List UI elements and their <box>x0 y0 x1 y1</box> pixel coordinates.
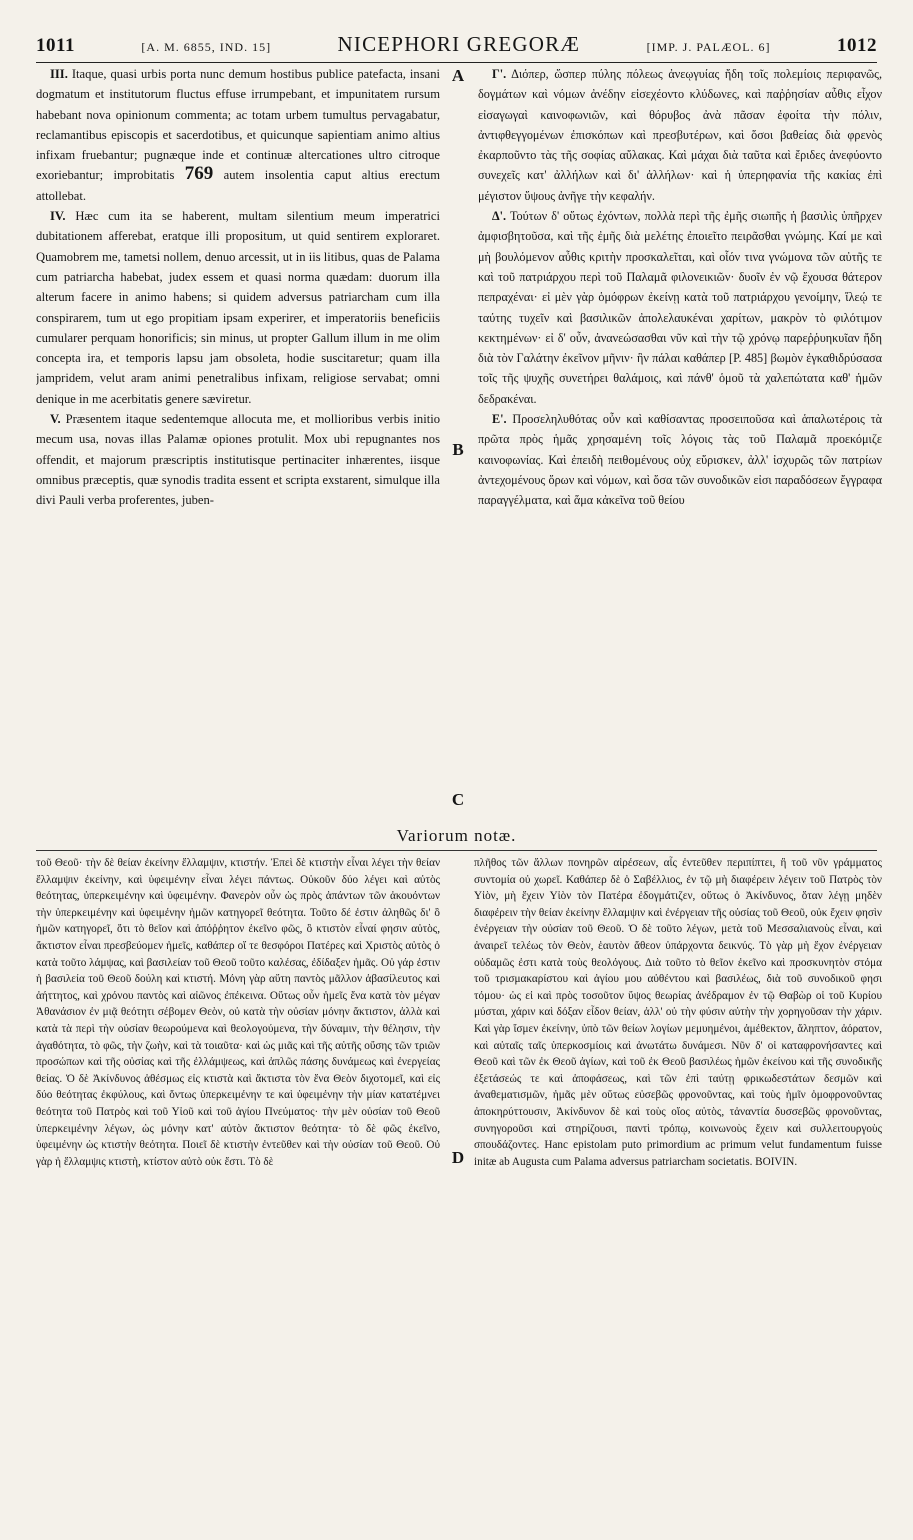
section-number: Ε'. <box>492 412 507 427</box>
greek-paragraph-3 <box>478 64 882 206</box>
latin-text: Hæc cum ita se haberent, multam silentium meum imperatrici dubitationem afferebat, eratque illi propositum, ut quid sentirem exploraret. Quamobrem me, tametsi nollem, denuo arcessit, ut in iis litibus, quas de Palama cum patriarcha habebat, judex essem et quasi norma quædam: duorum illa alterum facere in animo habens; si quidem adversus patriarcham cum illa conspirarem, tum ut ego propitiam ipsam experirer, et imperatoriis beneficiis cumularer perquam honorificis; sin minus, ut propter Gallum illum in me olim concepta ira, et temporis lapsu jam obsoleta, hodie suscitaretur; quam illa jampridem, velut aram animi penetralibus infixam, religiose servabat; omni denique in me acerbitatis genere sæviretur. <box>36 209 440 406</box>
page-header <box>36 32 877 63</box>
notes-heading: Variorum notæ. <box>396 826 517 845</box>
section-number: III. <box>50 67 68 81</box>
margin-letter-a: A <box>451 66 465 85</box>
latin-column <box>36 64 440 826</box>
latin-paragraph-4 <box>36 206 440 409</box>
margin-marker: 769 <box>184 163 214 185</box>
margin-letter-c: C <box>451 790 465 809</box>
greek-text: Προσεληλυθότας οὖν καὶ καθίσαντας προσειποῦσα καὶ ἁπαλωτέροις τὰ πρῶτα πρὸς ἡμᾶς χρησαμένη τοῖς λόγοις τὰς τοῦ Παλαμᾶ προεκόμιζε καινοφωνίας. Καὶ ἐπειδὴ πειθομένους οὐχ εὕρισκεν, ἀλλ' ἰσχυρῶς τῶν πατρίων ἀντεχομένους ὅρων καὶ νόμων, καὶ ὅσα τῶν συνοδικῶν εἰσι παραδόσεων ἔγγραφα παραγγέλματα, καὶ ἅμα κἀκεῖνα τοῦ θείου <box>478 412 882 508</box>
section-number: IV. <box>50 209 66 224</box>
note-text: πλῆθος τῶν ἄλλων πονηρῶν αἱρέσεων, αἷς ἐντεῦθεν περιπίπτει, ἢ τοῦ νῦν γράμματος συντομία οὐ χωρεῖ. Καθάπερ δὲ ὁ Σαβέλλιος, ἐν τῷ μὴ διαφέρειν λέγειν τοῦ Πατρὸς τὸν Υἱὸν, μὴ ἔχειν Υἱὸν τὸν Πατέρα ἐδογμάτιζεν, οὕτως ὁ Ἀκίνδυνος, ὅταν λέγῃ μηδὲν διαφέρειν τὴν θείαν ἐκείνην ἔλλαμψιν καὶ ἐνέργειαν τῆς οὐσίας τοῦ Θεοῦ, οὐκ ἔχειν φησὶν ἐνέργειαν τὴν οὐσίαν τοῦ Θεοῦ. Ὁ δὲ τοῦτο λέγων, μετὰ τοῦ Μεσσαλιανοὺς εἶναι, καὶ ἀναιρεῖ τελέως τὸν Θεὸν, ἑαυτὸν ἄθεον ὑπάρχοντα δεικνύς. Τὸ γὰρ μὴ ἔχον ἐνέργειαν οὐδαμῶς ἐστι κατὰ τοὺς θεολόγους. Διὰ τοῦτο τὸ θεῖον ἐκεῖνο καὶ προσκυνητὸν στόμα τοῦ τρισμακαρίστου καὶ ἁγίου μου αὐθέντου καὶ βασιλέως, διὰ τοῦ συνοδικοῦ φησι τόμου· ὡς εἰ καὶ πρὸς τοσοῦτον ὕψος θεωρίας ἀνέδραμον ἐν τῷ Θαβὼρ οἱ τοῦ Κυρίου μύσται, χάριν καὶ δόξαν εἶδον θείαν, ἀλλ' οὐ τὴν φύσιν αὐτὴν τὴν χορηγοῦσαν τὴν χάριν. Καὶ γὰρ ἴσμεν ἐκείνην, ὑπὸ τῶν θείων λογίων μεμυημένοι, ἀμέθεκτον, ἄληπτον, ἀόρατον, καὶ αὐταῖς ταῖς ὑπερκοσμίοις καὶ ἀνωτάτω δυνάμεσι. Νῦν δ' οἱ καταφρονήσαντες καὶ Θεοῦ καὶ τῶν ἐκ Θεοῦ ἁγίων, καὶ τοῦ ἐκ Θεοῦ βασιλέως ἡμῶν ἐκείνου καὶ τῆς συνοδικῆς ἐξετάσεώς τε καὶ ἀποφάσεως, καὶ τῶν ἐπὶ ταύτῃ φρικωδεστάτων δεσμῶν καὶ ἀναθεματισμῶν, ἡμᾶς μὲν οὕτως εὐσεβῶς φρονοῦντας, καὶ τοὺς ἡμῖν ὁμοφρονοῦντας ἀποκηρύττουσιν, Ἀκίνδυνον δὲ καὶ τοὺς οἵος αὐτὸς, τἀναντία δυσσεβῶς φρονοῦντας, συνηγοροῦσι καὶ στηρίζουσι, παντὶ τρόπῳ, κοινωνοὺς ἔχειν καὶ συλλειτουργοὺς σπουδάζοντες. Hanc epistolam puto primordium ac primum velut fundamentum fuisse initæ ab Augusta cum Palama adversus patriarcham societatis. BOIVIN. <box>474 857 882 1168</box>
greek-text: Τούτων δ' οὕτως ἐχόντων, πολλὰ περὶ τῆς ἐμῆς σιωπῆς ἡ βασιλὶς ὑπῆρχεν ἀμφισβητοῦσα, καὶ τῆς ἐμῆς διὰ μελέτης ἐποιεῖτο πειρᾶσθαι γνώμης. Καί με καὶ μὴ βουλόμενον αὖθις κριτὴν προσκαλεῖται, καὶ οἷόν τινα γνώμονα τῶν αὐτῆς τε καὶ τοῦ πατριάρχου περὶ τοῦ Παλαμᾶ φιλονεικιῶν· δυοῖν ἐν νῷ ἔχουσα θάτερον πεπραχέναι· εἰ μὲν γὰρ ὁμόφρων ἐκείνῃ κατὰ τοῦ πατριάρχου γενοίμην, ἵλεῴ τε ταύτης τυχεῖν καὶ βασιλικῶν ἀπολελαυκέναι χαρίτων, μακρὸν τὸ φιλότιμον κεκτημένων· εἰ δ' οὖν, ἀνανεώσασθαι νῦν καὶ τὴν τῷ χρόνῳ παρεῤῥυηκυῖαν ἤδη διὰ τὸν Γαλάτην ἐκεῖνον μῆνιν· ἣν πάλαι καθάπερ <box>478 209 882 366</box>
greek-paragraph-5 <box>478 409 882 510</box>
section-number: V. <box>50 412 61 427</box>
notes-left-column <box>36 855 440 1495</box>
notes-right-column <box>474 855 882 1495</box>
running-head-right: [IMP. J. PALÆOL. 6] <box>646 40 771 54</box>
margin-letter-d: D <box>451 1148 465 1167</box>
greek-column <box>478 64 882 826</box>
margin-letter-b: B <box>452 440 464 459</box>
greek-text: Διόπερ, ὥσπερ πύλης πόλεως ἀνεῳγυίας ἤδη τοῖς πολεμίοις περιφανῶς, δογμάτων καὶ νόμων ἀνέδην εἰσεχέοντο κλύδωνες, καὶ παῤῥησίαν αὖθις εἶχον εἰσαγωγαὶ καινοφωνιῶν, καὶ θόρυβος ἀνὰ πᾶσαν ἐφοίτα τὴν πόλιν, ἀντιφθεγγομένων ἐπισκόπων καὶ πρεσβυτέρων, καὶ ὅσοι βαθείας διὰ φρενὸς ἐκαρποῦντο τὰς τῆς σοφίας αὔλακας. Καὶ μάχαι διὰ ταῦτα καὶ ἔριδες ἀνεφύοντο συνεχεῖς κατ' ἀλλήλων καὶ δι' ἀλλήλων· καὶ ἡ ὑπερηφανία τῆς κακίας ἐπὶ μέγιστον ὕψους ἀνῆγε τὴν κεφαλήν. <box>478 67 882 203</box>
section-number: Δ'. <box>492 209 507 224</box>
page-number-right: 1012 <box>837 35 877 56</box>
greek-text: βωμὸν ἐγκαθιδρύσασα τοῖς τῆς ψυχῆς συνετήρει θαλάμοις, καὶ πάνθ' ὁμοῦ τὰ χαλεπώτατα καθ' ἡμῶν δεδρακέναι. <box>478 351 882 406</box>
latin-paragraph-5 <box>36 409 440 510</box>
page-reference: [P. 485] <box>729 351 768 366</box>
latin-paragraph-3 <box>36 64 440 206</box>
latin-text: autem insolentia caput altius erectum attollebat. <box>36 168 440 203</box>
section-number: Γ'. <box>492 67 507 81</box>
running-head-left: [A. M. 6855, IND. 15] <box>141 40 272 54</box>
latin-text: Præsentem itaque sedentemque allocuta me, et mollioribus verbis initio mecum usa, novas illas Palamæ opiones protulit. Mox ubi repugnantes nos offendit, et majorum præscriptis institutisque pertinaciter inhærentes, iisque omnibus præceptis, quæ synodis tradita essent et scripta exstarent, simulque illa divi Pauli verba proferentes, juben- <box>36 412 440 508</box>
note-text: τοῦ Θεοῦ· τὴν δὲ θείαν ἐκείνην ἔλλαμψιν, κτιστήν. Ἐπεὶ δὲ κτιστὴν εἶναι λέγει τὴν θείαν ἔλλαμψιν ἐκείνην, καὶ ὑφειμένην εἶναι λέγει πάντως. Οὐκοῦν δύο λέγει καὶ αὐτὸς θεότητας, ὑπερκειμένην καὶ ὑφειμένην. Φανερὸν οὖν ὡς πρὸς ἁπάντων τῶν ἀκουόντων τὴν ὑπερκειμένην καὶ ὑφειμένην ἡμῶν κατηγορεῖ θεότητα. Τοῦτο δέ ἐστιν ἀληθῶς δι' ὃ ἡμῶν κατηγορεῖ, ὅτι τὸ θεῖον καὶ ἀπόῤῥητον ἐκεῖνο φῶς, ὃ κτιστὸν εἶναί φησιν αὐτὸς, ἄκτιστον εἶναι πρεσβεύομεν ἡμεῖς, καθάπερ οἵ τε θεσφόροι Πατέρες καὶ Χριστὸς αὐτὸς ὁ κατὰ τοῦτο λάμψας, καὶ βασιλείαν τοῦ Θεοῦ τοῦτο καλέσας, ἐδίδαξεν ἡμᾶς. Οὐ γάρ ἐστιν ἡ βασιλεία τοῦ Θεοῦ δούλη καὶ κτιστή. Μόνη γὰρ αὕτη παντὸς μᾶλλον ἀβασίλευτος καὶ ἀήττητος, καὶ χρόνου παντὸς καὶ αἰῶνος ἐπέκεινα. Οὕτως οὖν ἡμεῖς ἕνα κατὰ τὸν μέγαν Ἀθανάσιον ἐν μιᾷ θεότητι σέβομεν Θεὸν, οὐ κατὰ τὴν οὐσίαν μόνην ἄκτιστον, ἀλλὰ καὶ κατὰ τὰ περὶ τὴν οὐσίαν θεωρούμενα καὶ θεολογούμενα, τὴν δύναμιν, τὴν θέλησιν, τὴν ἀγαθότητα, τὸ φῶς, τὴν ζωὴν, καὶ τὰ τοιαῦτα· καὶ ὡς μιᾶς καὶ τῆς αὐτῆς οὔσης τῶν τριῶν προσώπων καὶ τῆς οὐσίας καὶ τῆς ἐλλάμψεως, καὶ ἁπλῶς πάσης δυνάμεως καὶ ἐνεργείας θείας. Ὁ δὲ Ἀκίνδυνος ἀθέσμως εἰς κτιστὰ καὶ ἄκτιστα τὸν ἕνα Θεὸν διχοτομεῖ, καὶ εἰς δύο θεότητας ἐκφύλους, καὶ ὄντως ὑπερκειμένην τε καὶ ὑφειμένην τὴν μίαν κατατέμνει θεότητα τοῦ Πατρὸς καὶ τοῦ Υἱοῦ καὶ τοῦ ἁγίου Πνεύματος· τὴν μὲν οὐσίαν τοῦ Θεοῦ ὑπερκειμένην λέγων, ὡς μόνην κατ' αὐτὸν ἄκτιστον θεότητα· τὸ δὲ φῶς ἐκεῖνο, ὑφειμένην ὡς κτιστὴν θεότητα. Ποιεῖ δὲ κτιστὴν ἐντεῦθεν καὶ τὴν οὐσίαν τοῦ Θεοῦ. Οὐ γὰρ ἡ ἔλλαμψις κτιστὴ, κτίστον αὐτὸ οὐκ ἔστι. Τὸ δὲ <box>36 857 440 1168</box>
notes-divider <box>36 850 877 851</box>
page-number-left: 1011 <box>36 35 75 56</box>
page-title: NICEPHORI GREGORÆ <box>337 32 581 56</box>
greek-paragraph-4 <box>478 206 882 409</box>
latin-text: Itaque, quasi urbis porta nunc demum hostibus publice patefacta, insani dogmatum et institutorum fluctus effuse irrumpebant, et impunitatem rursum habebant nova opinionum commenta; ac totam urbem tumultus pervagabatur, reclamantibus episcopis et sacerdotibus, et quicunque sapientiam animo altius infixam fruebantur; pugnæque inde et continuæ altercationes ultro citroque exoriebantur; improbitatis <box>36 67 440 183</box>
